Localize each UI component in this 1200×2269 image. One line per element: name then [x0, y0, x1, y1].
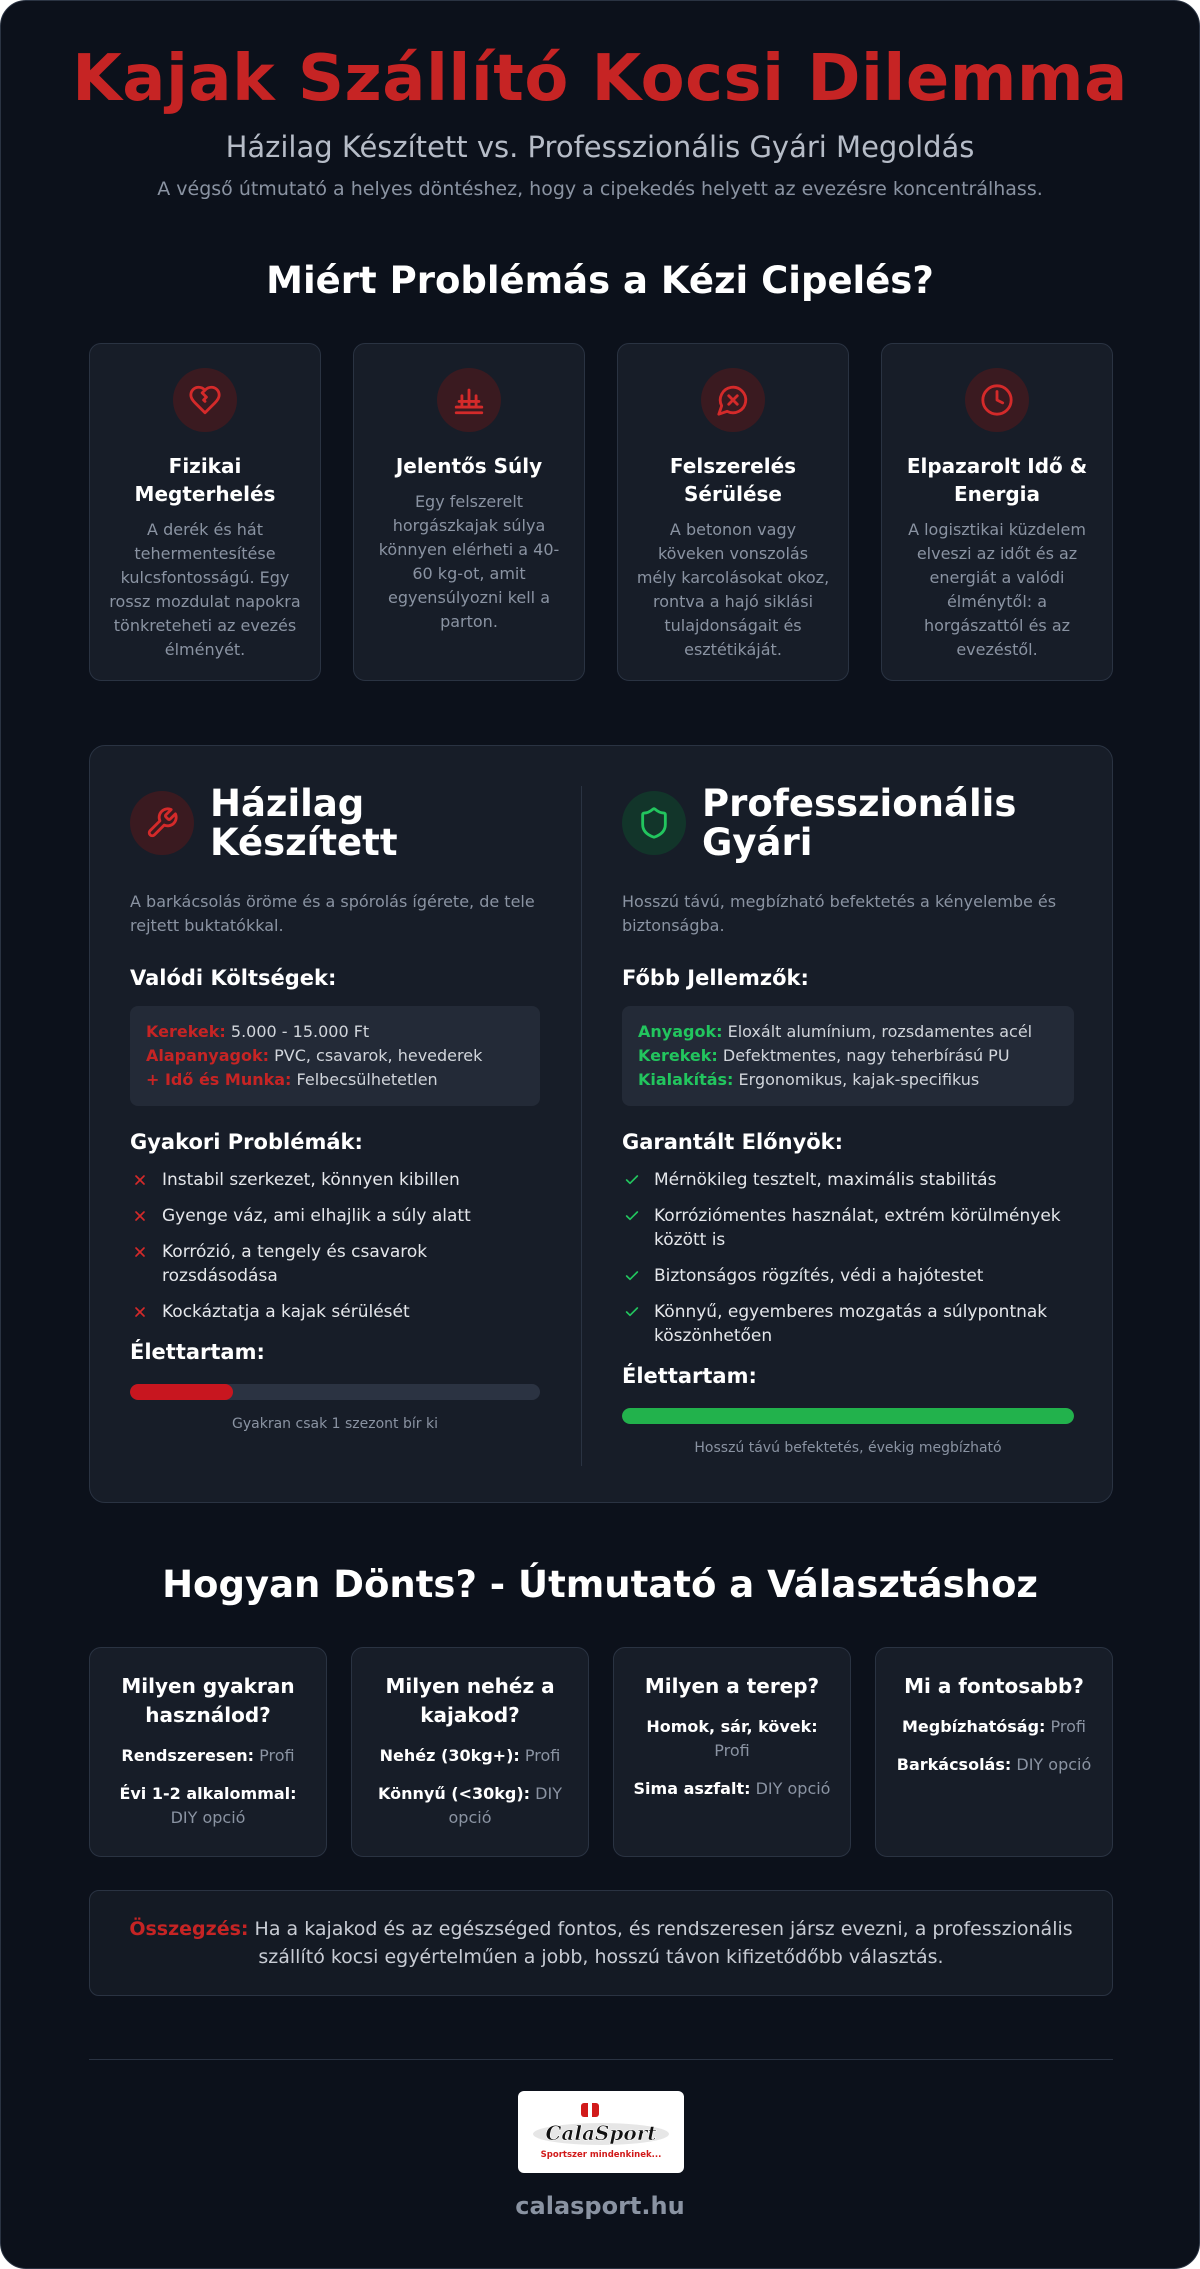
header: [1, 1, 1199, 201]
problem-card-title: Felszerelés Sérülése: [669, 454, 797, 506]
guide-card: [875, 1647, 1113, 1857]
list-item-text: Gyenge váz, ami elhajlik a súly alatt: [162, 1206, 471, 1226]
pro-description: Hosszú távú, megbízható befektetés a kényelembe és biztonságba.: [622, 892, 1057, 935]
pro-title: Professzionális Gyári: [702, 782, 1017, 864]
diy-lifespan-bar: [130, 1384, 540, 1400]
guide-card-title: Milyen gyakran használod?: [121, 1674, 295, 1727]
svg-text:Sportszer mindenkinek...: Sportszer mindenkinek...: [540, 2150, 662, 2160]
problem-card-text: A betonon vagy köveken vonszolás mély karcolásokat okoz, rontva a hajó siklási tulajdonságait és esztétikáját.: [636, 520, 830, 659]
list-item-text: Korróziómentes használat, extrém körülmények között is: [654, 1206, 1061, 1250]
page-subtitle: Házilag Készített vs. Professzionális Gyári Megoldás: [225, 130, 975, 164]
list-item-text: Korrózió, a tengely és csavarok rozsdásodása: [162, 1242, 428, 1286]
check-mark-icon: [624, 1304, 640, 1320]
list-item: [130, 1300, 540, 1324]
list-item-text: Biztonságos rögzítés, védi a hajótestet: [654, 1266, 984, 1286]
summary-label: Összegzés:: [129, 1918, 249, 1940]
guide-option-value: Profi: [1050, 1717, 1087, 1736]
cost-label: Alapanyagok:: [146, 1046, 270, 1065]
guide-option-value: Profi: [714, 1741, 750, 1760]
diy-lifespan-fill: [130, 1384, 233, 1400]
pro-features-heading: Főbb Jellemzők:: [622, 966, 809, 990]
list-item: [622, 1264, 1074, 1288]
x-mark-icon: [132, 1244, 148, 1260]
guide-option: [368, 1744, 572, 1768]
check-mark-icon: [624, 1172, 640, 1188]
pro-lifespan-bar: [622, 1408, 1074, 1424]
x-mark-icon: [132, 1208, 148, 1224]
site-link[interactable]: calasport.hu: [515, 2192, 685, 2220]
diy-title: Házilag Készített: [210, 782, 398, 864]
guide-option-label: Homok, sár, kövek:: [646, 1717, 818, 1736]
cost-row: [146, 1068, 524, 1092]
list-item-text: Instabil szerkezet, könnyen kibillen: [162, 1170, 460, 1190]
problem-card: [881, 343, 1113, 681]
pro-features-box: [622, 1006, 1074, 1106]
guide-option-label: Megbízhatóság:: [901, 1717, 1046, 1736]
list-item: [130, 1204, 540, 1228]
x-mark-icon: [132, 1172, 148, 1188]
pro-header: [622, 784, 1074, 862]
clock-icon: [965, 368, 1029, 432]
page-tagline: A végső útmutató a helyes döntéshez, hogy a cipekedés helyett az evezésre koncentrálhass.: [157, 178, 1043, 200]
guide-option: [630, 1777, 834, 1801]
diy-problems-heading: Gyakori Problémák:: [130, 1130, 363, 1154]
column-divider: [581, 786, 582, 1466]
comparison-panel: [89, 745, 1113, 1503]
list-item: [622, 1204, 1074, 1252]
check-mark-icon: [624, 1268, 640, 1284]
list-item-text: Könnyű, egyemberes mozgatás a súlypontnak köszönhetően: [654, 1302, 1048, 1346]
guide-option-label: Könnyű (<30kg):: [378, 1784, 531, 1803]
problem-card-title: Elpazarolt Idő & Energia: [906, 454, 1088, 506]
guide-option-value: DIY opció: [448, 1784, 562, 1827]
guide-option: [106, 1744, 310, 1768]
pro-lifespan-fill: [622, 1408, 1074, 1424]
check-mark-icon: [624, 1208, 640, 1224]
feature-label: Kialakítás:: [638, 1070, 734, 1089]
problem-card-title: Fizikai Megterhelés: [134, 454, 276, 506]
feature-row: [638, 1044, 1058, 1068]
guide-option: [892, 1753, 1096, 1777]
guide-option: [892, 1715, 1096, 1739]
diy-costs-box: [130, 1006, 540, 1106]
guide-card: [613, 1647, 851, 1857]
list-item: [130, 1240, 540, 1288]
guide-card-title: Milyen nehéz a kajakod?: [385, 1674, 555, 1727]
heart-crack-icon: [173, 368, 237, 432]
x-mark-icon: [132, 1304, 148, 1320]
pro-benefits-heading: Garantált Előnyök:: [622, 1130, 844, 1154]
problem-card-title: Jelentős Súly: [395, 454, 543, 478]
pro-column: [622, 784, 1074, 1458]
problem-card: [617, 343, 849, 681]
guide-option-value: DIY opció: [755, 1779, 831, 1798]
guide-option-label: Barkácsolás:: [896, 1755, 1012, 1774]
svg-text:CalaSport: CalaSport: [545, 2121, 657, 2145]
problem-cards: [89, 343, 1113, 681]
summary-box: [89, 1890, 1113, 1996]
pro-lifespan-note: Hosszú távú befektetés, évekig megbízható: [694, 1440, 1002, 1456]
list-item: [622, 1300, 1074, 1348]
cost-label: + Idő és Munka:: [146, 1070, 292, 1089]
diy-header: [130, 784, 540, 862]
problem-card: [353, 343, 585, 681]
wrench-icon: [130, 791, 194, 855]
cost-row: [146, 1020, 524, 1044]
diy-column: [130, 784, 540, 1434]
guide-option-value: DIY opció: [1016, 1755, 1092, 1774]
list-item-text: Kockáztatja a kajak sérülését: [162, 1302, 410, 1322]
guide-option: [368, 1782, 572, 1830]
feature-value: Defektmentes, nagy teherbírású PU: [722, 1046, 1010, 1065]
problem-card: [89, 343, 321, 681]
footer-divider: [89, 2059, 1113, 2060]
list-item: [130, 1168, 540, 1192]
guide-card: [89, 1647, 327, 1857]
diy-costs-heading: Valódi Költségek:: [130, 966, 337, 990]
cost-row: [146, 1044, 524, 1068]
list-item-text: Mérnökileg tesztelt, maximális stabilitás: [654, 1170, 997, 1190]
feature-row: [638, 1020, 1058, 1044]
guide-option-value: DIY opció: [170, 1808, 246, 1827]
diy-lifespan-heading: Élettartam:: [130, 1340, 265, 1364]
calasport-logo[interactable]: [518, 2091, 684, 2173]
feature-label: Kerekek:: [638, 1046, 718, 1065]
guide-card-title: Mi a fontosabb?: [904, 1674, 1084, 1698]
guide-section-title: Hogyan Dönts? - Útmutató a Választáshoz: [162, 1563, 1038, 1606]
guide-card: [351, 1647, 589, 1857]
problem-card-text: Egy felszerelt horgászkajak súlya könnyen elérheti a 40-60 kg-ot, amit egyensúlyozni kell a parton.: [378, 492, 560, 631]
summary-text: Ha a kajakod és az egészséged fontos, és rendszeresen jársz evezni, a professzionális szállító kocsi egyértelműen a jobb, hosszú távon kifizetődőbb választás.: [254, 1918, 1073, 1968]
guide-option: [106, 1782, 310, 1830]
cost-value: PVC, csavarok, hevederek: [274, 1046, 483, 1065]
guide-option-label: Évi 1-2 alkalommal:: [119, 1784, 297, 1803]
feature-row: [638, 1068, 1058, 1092]
problem-card-text: A derék és hát tehermentesítése kulcsfontosságú. Egy rossz mozdulat napokra tönkreteheti az evezés élményét.: [109, 520, 301, 659]
calasport-logo-graphic: [518, 2091, 684, 2173]
pro-benefits-list: [622, 1168, 1074, 1348]
cost-value: Felbecsülhetetlen: [296, 1070, 438, 1089]
cost-value: 5.000 - 15.000 Ft: [230, 1022, 370, 1041]
guide-option: [630, 1715, 834, 1763]
cost-label: Kerekek:: [146, 1022, 226, 1041]
guide-option-label: Rendszeresen:: [121, 1746, 255, 1765]
diy-lifespan-note: Gyakran csak 1 szezont bír ki: [232, 1416, 438, 1432]
feature-value: Eloxált alumínium, rozsdamentes acél: [727, 1022, 1033, 1041]
guide-option-value: Profi: [259, 1746, 295, 1765]
guide-cards: [89, 1647, 1113, 1857]
page-title: Kajak Szállító Kocsi Dilemma: [72, 42, 1128, 116]
guide-option-label: Sima aszfalt:: [633, 1779, 751, 1798]
problem-card-text: A logisztikai küzdelem elveszi az időt és az energiát a valódi élménytől: a horgászattól és az evezéstől.: [908, 520, 1086, 659]
list-item: [622, 1168, 1074, 1192]
guide-card-title: Milyen a terep?: [644, 1674, 820, 1698]
diy-description: A barkácsolás öröme és a spórolás ígérete, de tele rejtett buktatókkal.: [130, 892, 535, 935]
pro-lifespan-heading: Élettartam:: [622, 1364, 757, 1388]
feature-label: Anyagok:: [638, 1022, 723, 1041]
message-x-icon: [701, 368, 765, 432]
problems-section-title: Miért Problémás a Kézi Cipelés?: [266, 259, 934, 302]
weight-scale-icon: [437, 368, 501, 432]
shield-icon: [622, 791, 686, 855]
feature-value: Ergonomikus, kajak-specifikus: [738, 1070, 980, 1089]
guide-option-label: Nehéz (30kg+):: [379, 1746, 520, 1765]
diy-problems-list: [130, 1168, 540, 1324]
guide-option-value: Profi: [524, 1746, 561, 1765]
